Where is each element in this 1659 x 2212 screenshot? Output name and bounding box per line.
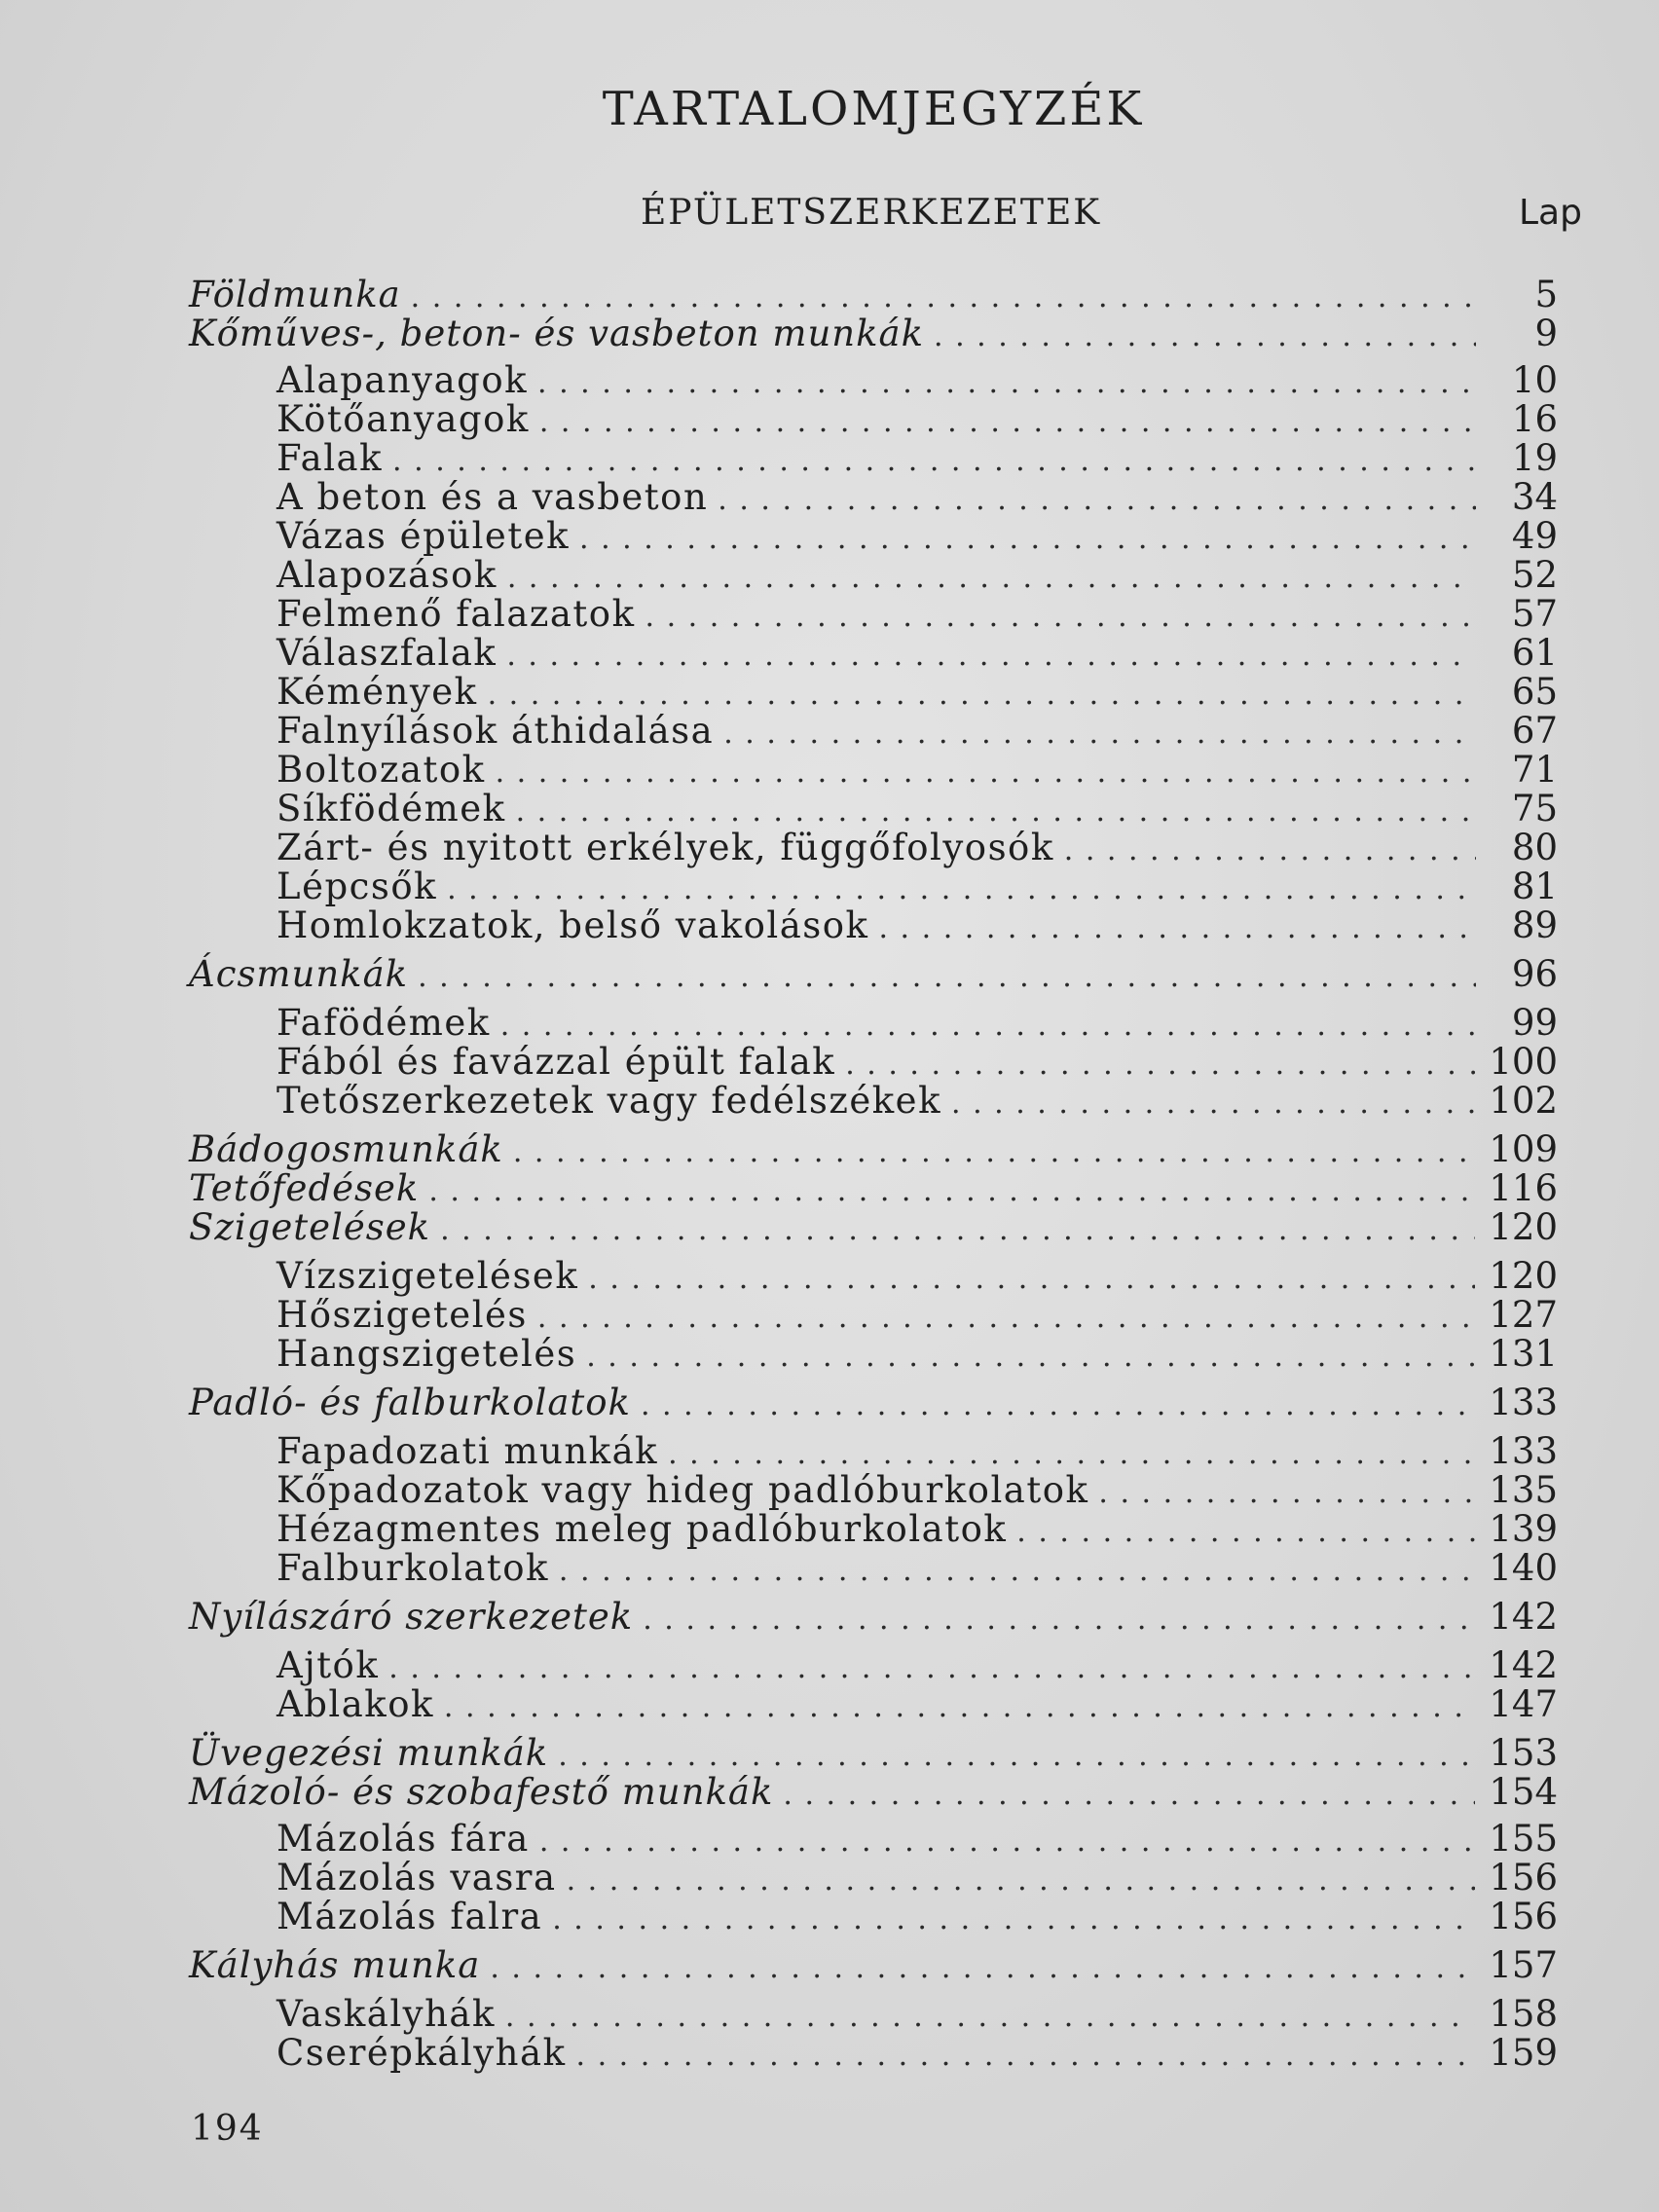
- toc-section-entry: [276, 1897, 1558, 1937]
- toc-chapter-entry: [189, 1207, 1558, 1248]
- toc-entry-title: Lépcsők: [276, 866, 438, 907]
- toc-section-entry: [276, 594, 1558, 635]
- toc-entry-title: Kémények: [276, 671, 478, 713]
- toc-entry-page: 127: [1489, 1294, 1558, 1336]
- dot-leader: [513, 1132, 1476, 1173]
- dot-leader: [567, 1861, 1476, 1901]
- toc-chapter-entry: [189, 1129, 1558, 1170]
- toc-entry-title: A beton és a vasbeton: [276, 476, 709, 518]
- dot-leader: [1098, 1473, 1475, 1514]
- toc-entry-title: Kőpadozatok vagy hideg padlóburkolatok: [276, 1469, 1089, 1511]
- toc-entry-title: Fapadozati munkák: [276, 1430, 659, 1472]
- toc-section-entry: [276, 711, 1558, 752]
- toc-entry-page: 9: [1534, 313, 1558, 354]
- toc-entry-page: 142: [1489, 1644, 1558, 1686]
- dot-leader: [723, 714, 1476, 755]
- dot-leader: [505, 1997, 1475, 2038]
- toc-entry-title: Tetőfedések: [189, 1167, 420, 1209]
- dot-leader: [552, 1899, 1475, 1940]
- toc-entry-page: 52: [1511, 554, 1558, 596]
- toc-entry-page: 159: [1489, 2032, 1558, 2074]
- toc-section-entry: [276, 516, 1558, 557]
- toc-entry-title: Ácsmunkák: [189, 953, 409, 995]
- toc-entry-title: Mázolás vasra: [276, 1857, 557, 1899]
- dot-leader: [643, 1600, 1475, 1641]
- toc-entry-page: 155: [1489, 1818, 1558, 1860]
- toc-section-entry: [276, 1431, 1558, 1472]
- toc-entry-page: 157: [1489, 1944, 1558, 1986]
- dot-leader: [440, 1210, 1475, 1251]
- toc-entry-title: Cserépkályhák: [276, 2032, 567, 2074]
- toc-entry-page: 120: [1489, 1206, 1558, 1248]
- toc-entry-title: Mázoló- és szobafestő munkák: [189, 1771, 774, 1813]
- dot-leader: [579, 519, 1476, 560]
- toc-chapter-entry: [189, 1772, 1558, 1813]
- toc-entry-title: Falak: [276, 437, 384, 479]
- toc-entry-title: Bádogosmunkák: [189, 1128, 503, 1170]
- toc-entry-page: 10: [1511, 359, 1558, 401]
- dot-leader: [586, 1337, 1475, 1378]
- toc-entry-page: 156: [1489, 1896, 1558, 1937]
- toc-entry-page: 96: [1511, 953, 1558, 995]
- toc-entry-title: Hézagmentes meleg padlóburkolatok: [276, 1508, 1008, 1550]
- toc-entry-page: 109: [1489, 1128, 1558, 1170]
- toc-entry-page: 156: [1489, 1857, 1558, 1899]
- toc-section-entry: [276, 1684, 1558, 1725]
- toc-entry-title: Padló- és falburkolatok: [189, 1382, 631, 1423]
- toc-entry-page: 16: [1511, 398, 1558, 440]
- dot-leader: [718, 480, 1476, 521]
- toc-entry-title: Mázolás fára: [276, 1818, 530, 1860]
- toc-entry-page: 142: [1489, 1596, 1558, 1638]
- toc-section-entry: [276, 1509, 1558, 1550]
- dot-leader: [388, 1648, 1475, 1689]
- toc-section-entry: [276, 828, 1558, 868]
- dot-leader: [576, 2036, 1476, 2077]
- dot-leader: [444, 1687, 1475, 1728]
- toc-entry-title: Ablakok: [276, 1683, 434, 1725]
- toc-entry-page: 80: [1511, 827, 1558, 868]
- toc-section-entry: [276, 555, 1558, 596]
- toc-section-entry: [276, 1081, 1558, 1122]
- toc-entry-title: Kötőanyagok: [276, 398, 530, 440]
- toc-entry-page: 67: [1511, 710, 1558, 752]
- dot-leader: [539, 1822, 1476, 1862]
- toc-entry-page: 131: [1489, 1333, 1558, 1375]
- toc-entry-page: 133: [1489, 1430, 1558, 1472]
- toc-section-entry: [276, 1256, 1558, 1297]
- toc-section-entry: [276, 866, 1558, 907]
- dot-leader: [506, 636, 1476, 677]
- dot-leader: [1064, 830, 1476, 871]
- toc-entry-title: Kályhás munka: [189, 1944, 481, 1986]
- toc-entry-title: Fafödémek: [276, 1002, 491, 1044]
- toc-entry-page: 5: [1534, 274, 1558, 315]
- toc-entry-page: 154: [1489, 1771, 1558, 1813]
- toc-entry-title: Alapanyagok: [276, 359, 529, 401]
- dot-leader: [783, 1775, 1475, 1816]
- toc-section-entry: [276, 477, 1558, 518]
- toc-entry-page: 139: [1489, 1508, 1558, 1550]
- toc-section-entry: [276, 1003, 1558, 1044]
- toc-entry-title: Boltozatok: [276, 749, 486, 791]
- dot-leader: [418, 957, 1476, 998]
- section-heading: ÉPÜLETSZERKEZETEK: [641, 193, 1102, 233]
- dot-leader: [588, 1259, 1475, 1300]
- toc-entry-page: 102: [1489, 1080, 1558, 1122]
- toc-section-entry: [276, 1645, 1558, 1686]
- toc-entry-page: 133: [1489, 1382, 1558, 1423]
- toc-entry-title: Üvegezési munkák: [189, 1732, 549, 1774]
- toc-entry-title: Vízszigetelések: [276, 1255, 579, 1297]
- toc-entry-title: Válaszfalak: [276, 632, 498, 674]
- toc-entry-page: 81: [1511, 866, 1558, 907]
- toc-section-entry: [276, 438, 1558, 479]
- toc-section-entry: [276, 905, 1558, 946]
- dot-leader: [951, 1084, 1475, 1124]
- toc-chapter-entry: [189, 275, 1558, 315]
- toc-entry-page: 135: [1489, 1469, 1558, 1511]
- toc-entry-title: Hangszigetelés: [276, 1333, 577, 1375]
- toc-section-entry: [276, 1819, 1558, 1860]
- toc-chapter-entry: [189, 954, 1558, 995]
- toc-entry-title: Alapozások: [276, 554, 498, 596]
- toc-entry-page: 61: [1511, 632, 1558, 674]
- toc-entry-title: Ajtók: [276, 1644, 380, 1686]
- toc-entry-title: Fából és favázzal épült falak: [276, 1041, 836, 1083]
- toc-entry-page: 71: [1511, 749, 1558, 791]
- toc-section-entry: [276, 750, 1558, 791]
- dot-leader: [641, 1385, 1475, 1426]
- toc-entry-title: Síkfödémek: [276, 788, 506, 830]
- toc-entry-title: Homlokzatok, belső vakolások: [276, 904, 869, 946]
- toc-section-entry: [276, 1858, 1558, 1899]
- toc-chapter-entry: [189, 1945, 1558, 1986]
- toc-entry-title: Vázas épületek: [276, 515, 571, 557]
- toc-entry-title: Nyílászáró szerkezetek: [189, 1596, 634, 1638]
- dot-leader: [537, 1298, 1475, 1339]
- toc-chapter-entry: [189, 1733, 1558, 1774]
- toc-section-entry: [276, 2033, 1558, 2074]
- toc-entry-title: Zárt- és nyitott erkélyek, függőfolyosók: [276, 827, 1054, 868]
- toc-entry-page: 34: [1511, 476, 1558, 518]
- dot-leader: [507, 558, 1476, 599]
- toc-entry-title: Kőműves-, beton- és vasbeton munkák: [189, 313, 925, 354]
- toc-entry-page: 153: [1489, 1732, 1558, 1774]
- dot-leader: [645, 597, 1477, 638]
- toc-entry-page: 57: [1511, 593, 1558, 635]
- toc-entry-title: Falnyílások áthidalása: [276, 710, 715, 752]
- toc-section-entry: [276, 672, 1558, 713]
- toc-section-entry: [276, 360, 1558, 401]
- toc-entry-page: 89: [1511, 904, 1558, 946]
- toc-chapter-entry: [189, 313, 1558, 354]
- toc-section-entry: [276, 633, 1558, 674]
- toc-entry-page: 140: [1489, 1547, 1558, 1589]
- toc-section-entry: [276, 1994, 1558, 2035]
- dot-leader: [537, 363, 1476, 404]
- toc-entry-page: 49: [1511, 515, 1558, 557]
- toc-entry-page: 147: [1489, 1683, 1558, 1725]
- toc-entry-page: 75: [1511, 788, 1558, 830]
- toc-entry-title: Mázolás falra: [276, 1896, 543, 1937]
- page-column-label: Lap: [1519, 193, 1582, 233]
- page-title: TARTALOMJEGYZÉK: [602, 82, 1145, 136]
- dot-leader: [878, 908, 1476, 949]
- toc-entry-page: 158: [1489, 1993, 1558, 2035]
- toc-chapter-entry: [189, 1597, 1558, 1638]
- toc-chapter-entry: [189, 1168, 1558, 1209]
- dot-leader: [934, 316, 1476, 357]
- toc-entry-page: 116: [1489, 1167, 1558, 1209]
- toc-entry-page: 120: [1489, 1255, 1558, 1297]
- dot-leader: [539, 402, 1476, 443]
- dot-leader: [496, 753, 1476, 793]
- page-number: 194: [191, 2109, 264, 2149]
- toc-section-entry: [276, 1334, 1558, 1375]
- dot-leader: [559, 1551, 1475, 1592]
- toc-entry-title: Felmenő falazatok: [276, 593, 636, 635]
- toc-entry-title: Tetőszerkezetek vagy fedélszékek: [276, 1080, 941, 1122]
- toc-section-entry: [276, 1295, 1558, 1336]
- toc-entry-page: 19: [1511, 437, 1558, 479]
- toc-entry-title: Hőszigetelés: [276, 1294, 528, 1336]
- toc-section-entry: [276, 399, 1558, 440]
- toc-section-entry: [276, 1042, 1558, 1083]
- toc-section-entry: [276, 1548, 1558, 1589]
- toc-entry-title: Vaskályhák: [276, 1993, 496, 2035]
- toc-section-entry: [276, 789, 1558, 830]
- toc-entry-page: 100: [1489, 1041, 1558, 1083]
- toc-section-entry: [276, 1470, 1558, 1511]
- toc-entry-title: Földmunka: [189, 274, 401, 315]
- dot-leader: [490, 1948, 1475, 1989]
- dot-leader: [428, 1171, 1475, 1212]
- toc-chapter-entry: [189, 1382, 1558, 1423]
- dot-leader: [1016, 1512, 1475, 1553]
- toc-entry-page: 99: [1511, 1002, 1558, 1044]
- toc-entry-title: Falburkolatok: [276, 1547, 549, 1589]
- toc-entry-page: 65: [1511, 671, 1558, 713]
- toc-entry-title: Szigetelések: [189, 1206, 431, 1248]
